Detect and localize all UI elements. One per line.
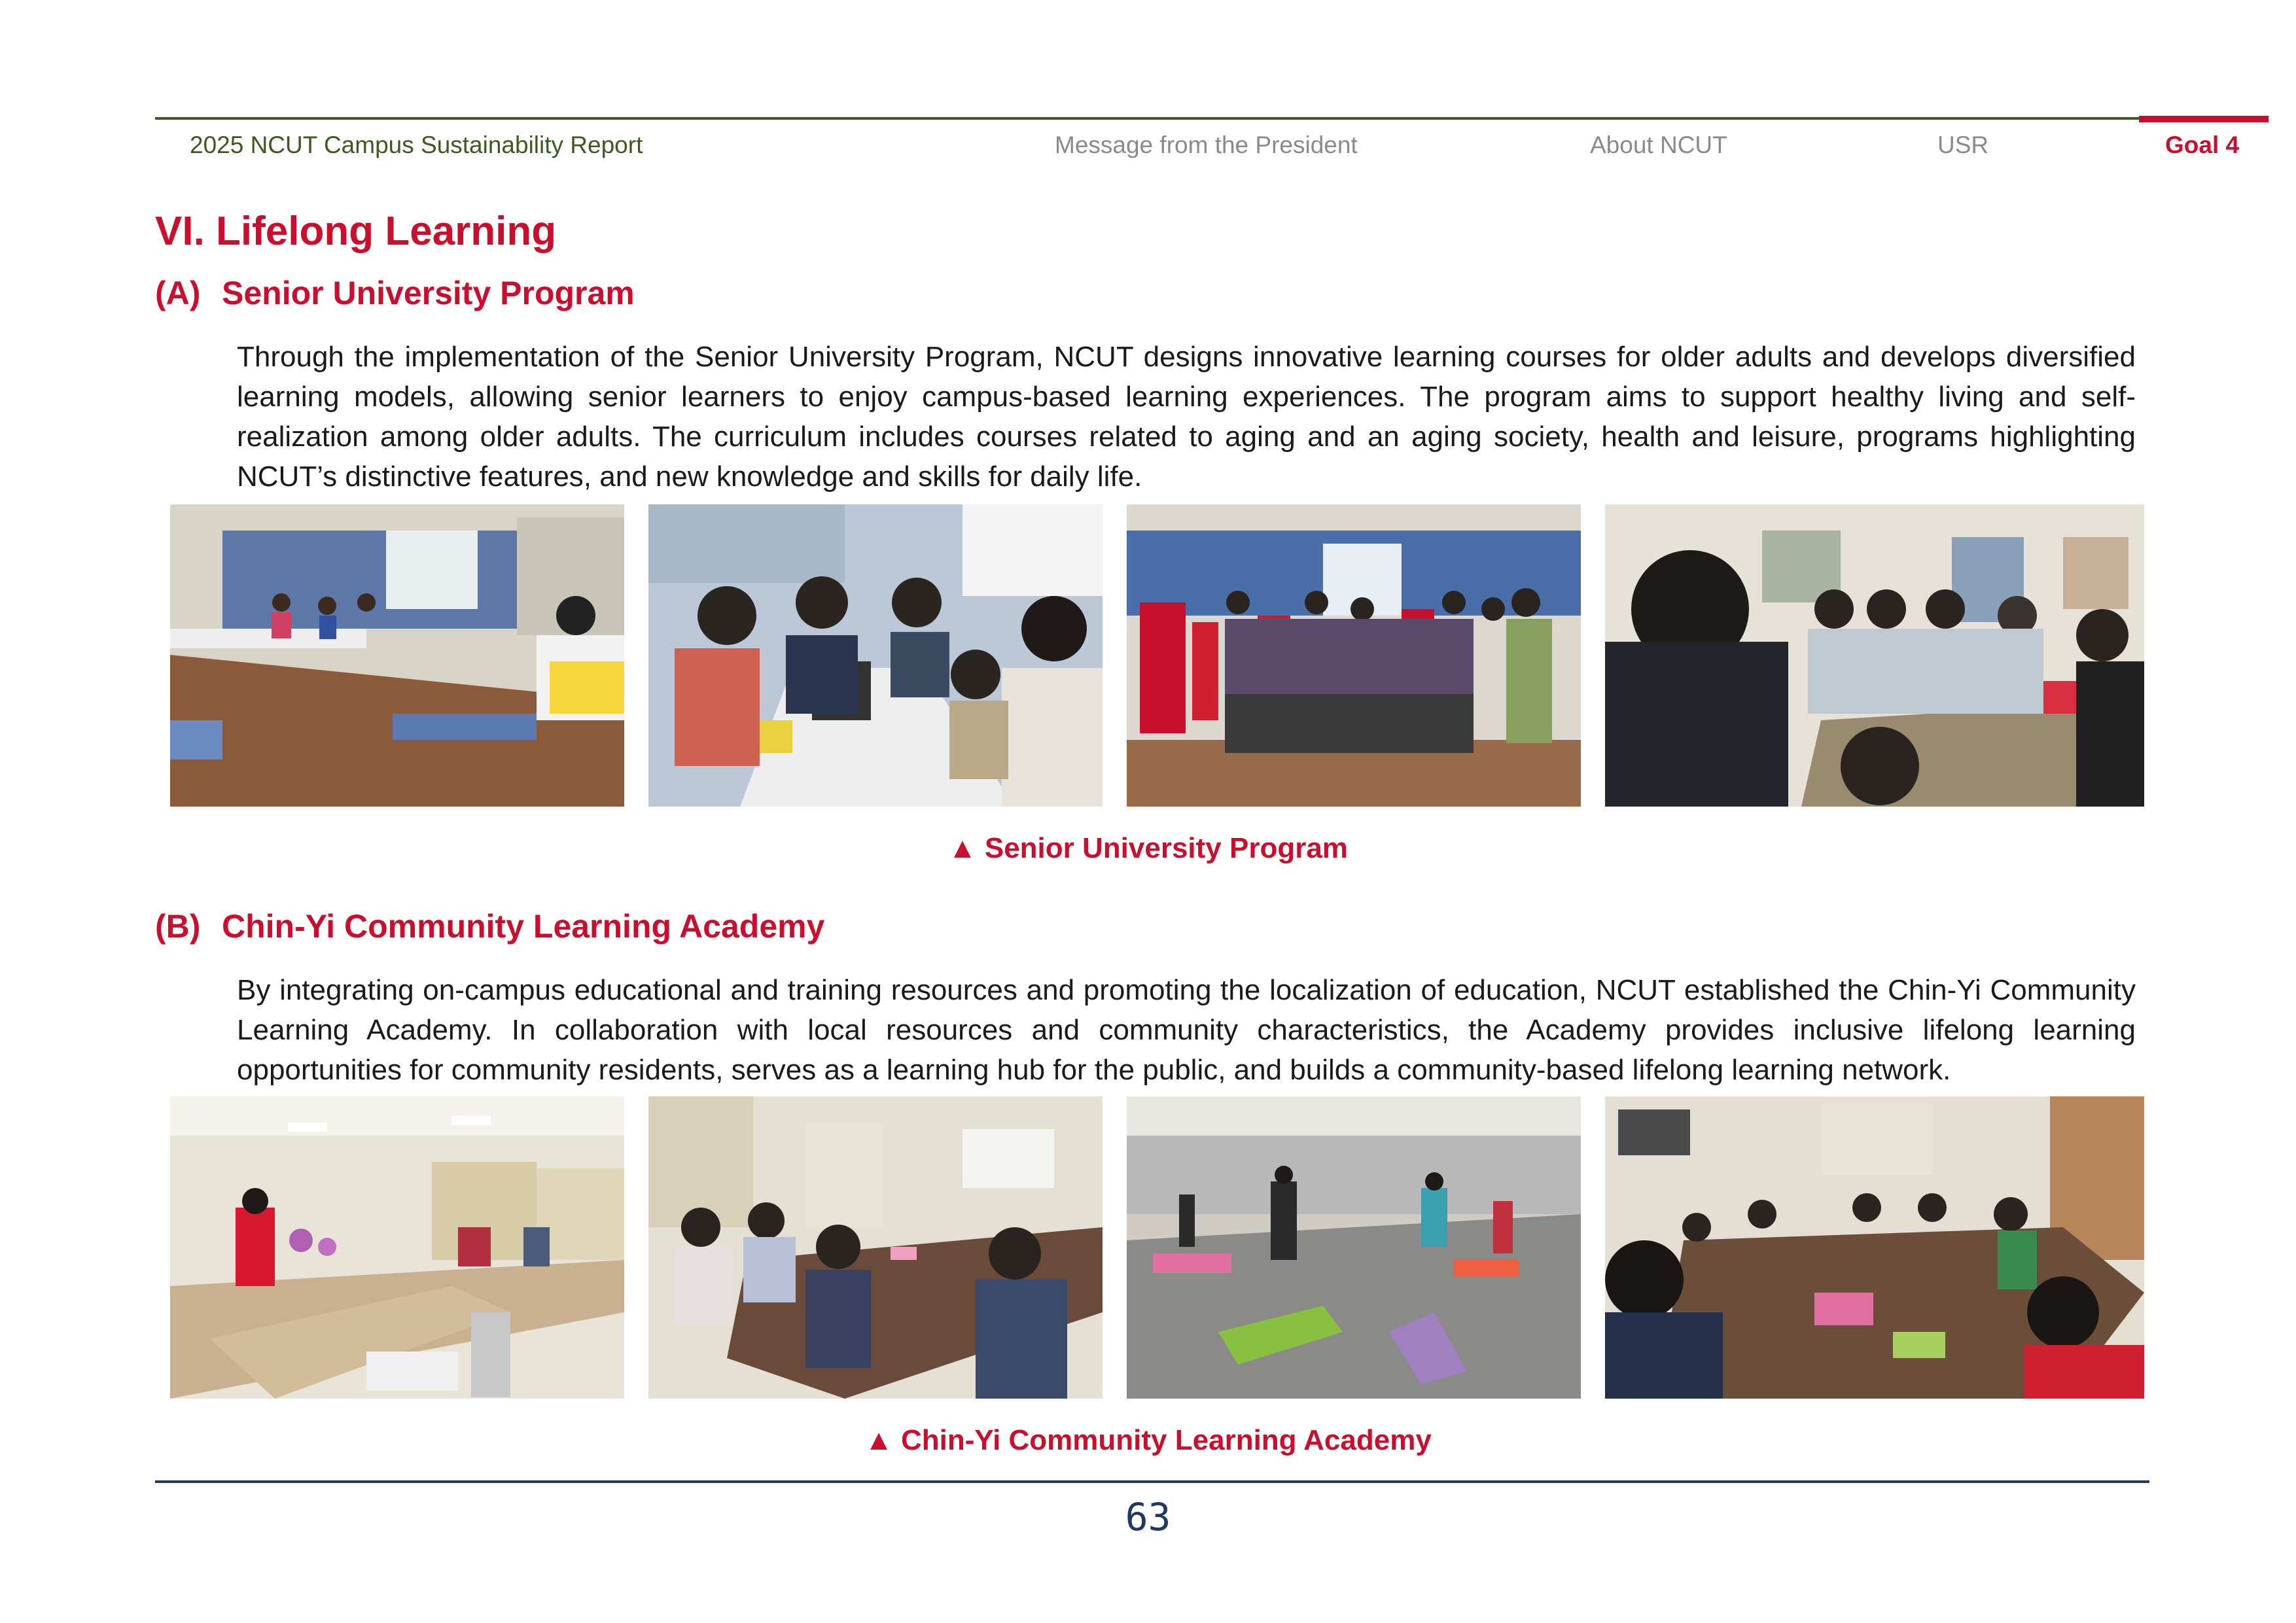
photo-community-yoga-class: [1127, 1096, 1581, 1399]
subsection-number: (B): [155, 908, 201, 945]
figure-caption-b: ▲ Chin-Yi Community Learning Academy: [864, 1424, 1432, 1456]
photo-community-crafts-class: [1605, 1096, 2144, 1399]
nav-goal-4[interactable]: Goal 4: [2165, 131, 2240, 158]
photo-senior-essential-oil-class: [648, 504, 1103, 807]
nav-message-from-president[interactable]: Message from the President: [1055, 131, 1358, 158]
nav-usr[interactable]: USR: [1937, 131, 1989, 158]
nav-about-ncut[interactable]: About NCUT: [1590, 131, 1727, 158]
footer-rule: [155, 1480, 2149, 1483]
section-heading: [155, 204, 556, 259]
photo-community-lecture-class: [648, 1096, 1103, 1399]
photo-senior-group-calligraphy: [1127, 504, 1581, 807]
subsection-body-b: By integrating on-campus educational and training resources and promoting the localization of education, NCUT established the Chin-Yi Community Learning Academy. In collaboration with local resources and community characteristics, the Academy provides inclusive lifelong learning opportunities for community residents, serves as a learning hub for the public, and builds a community-based lifelong learning network.: [237, 974, 2136, 1086]
subsection-heading-b: [155, 904, 824, 949]
section-title: Lifelong Learning: [216, 209, 557, 254]
subsection-number: (A): [155, 275, 201, 311]
page-number: 63: [1125, 1495, 1171, 1539]
subsection-heading-a: [155, 271, 635, 315]
section-number: VI.: [155, 209, 205, 254]
photo-senior-exercise-class: [170, 504, 624, 807]
photo-community-flower-class: [170, 1096, 624, 1399]
subsection-body-a: Through the implementation of the Senior University Program, NCUT designs innovative learning courses for older adults and develops diversified learning models, allowing senior learners to enjoy campus-based learning experiences. The program aims to support healthy living and self-realization among older adults. The curriculum includes courses related to aging and an aging society, health and leisure, programs highlighting NCUT’s distinctive features, and new knowledge and skills for daily life.: [237, 341, 2136, 493]
figure-caption-a: ▲ Senior University Program: [948, 832, 1348, 864]
subsection-title: Chin-Yi Community Learning Academy: [222, 908, 825, 945]
current-section-indicator: [2139, 116, 2269, 122]
header-rule: [155, 117, 2139, 120]
report-title: 2025 NCUT Campus Sustainability Report: [190, 131, 643, 158]
subsection-title: Senior University Program: [222, 275, 635, 311]
photo-senior-workshop-table: [1605, 504, 2144, 807]
